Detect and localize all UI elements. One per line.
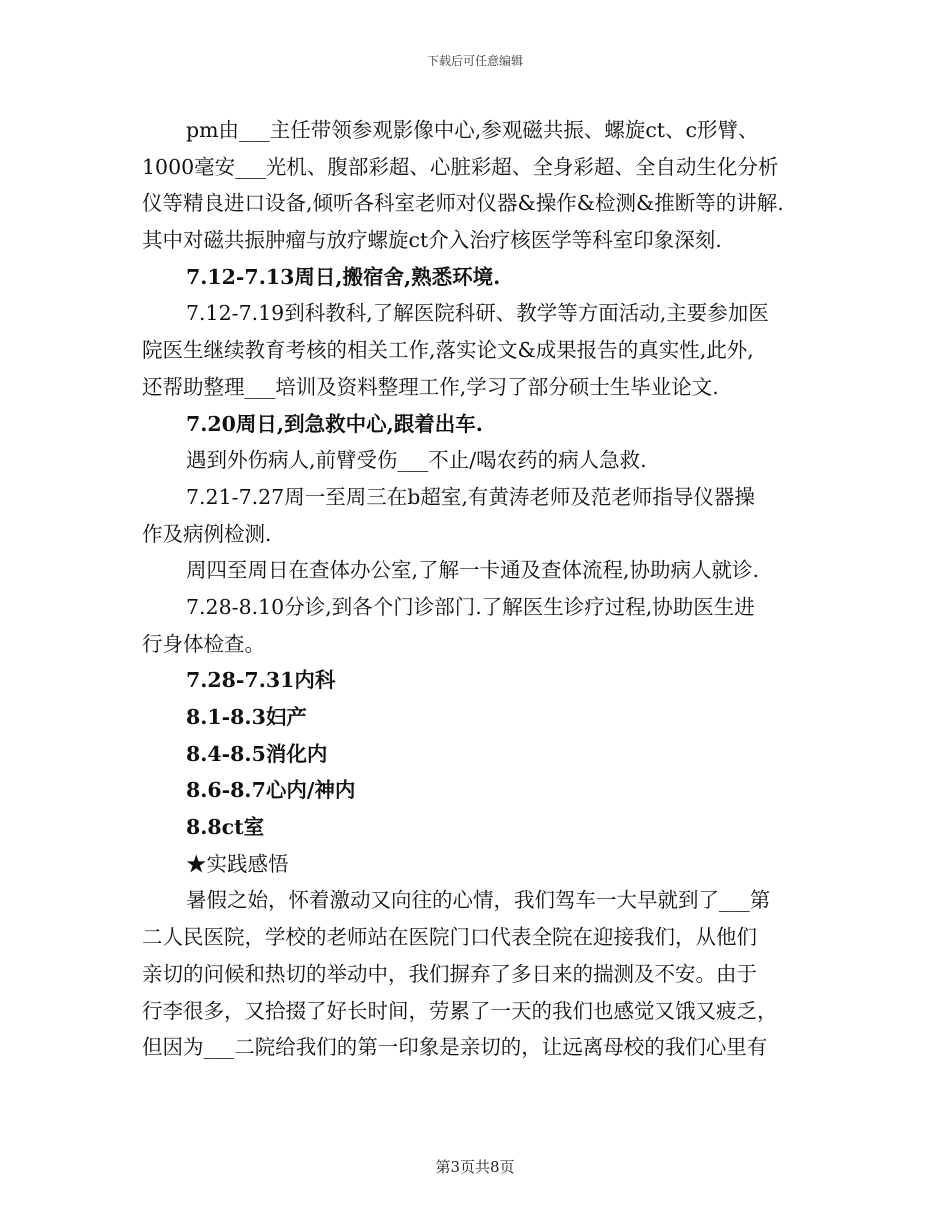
text-line: 周四至周日在查体办公室,了解一卡通及查体流程,协助病人就诊. — [186, 558, 760, 583]
page-header: 下载后可任意编辑 — [426, 54, 523, 68]
text-line: 8.4-8.5消化内 — [186, 741, 328, 766]
text-line: 7.21-7.27周一至周三在b超室,有黄涛老师及范老师指导仪器操 — [186, 484, 755, 509]
text-line: 7.12-7.19到科教科,了解医院科研、教学等方面活动,主要参加医 — [186, 301, 769, 326]
text-line: 但因为___二院给我们的第一印象是亲切的，让远离母校的我们心里有 — [142, 1035, 768, 1060]
text-line: 7.20周日,到急救中心,跟着出车. — [186, 411, 483, 436]
text-line: 院医生继续教育考核的相关工作,落实论文&成果报告的真实性,此外, — [142, 338, 754, 363]
text-line: 暑假之始，怀着激动又向往的心情，我们驾车一大早就到了___第 — [186, 888, 771, 913]
text-line: 8.6-8.7心内/神内 — [186, 778, 356, 803]
text-line: 亲切的问候和热切的举动中，我们摒弃了多日来的揣测及不安。由于 — [142, 961, 757, 986]
text-line: 还帮助整理___培训及资料整理工作,学习了部分硕士生毕业论文. — [142, 374, 719, 399]
text-line: 7.28-8.10分诊,到各个门诊部门.了解医生诊疗过程,协助医生进 — [186, 594, 755, 619]
text-line: 二人民医院，学校的老师站在医院门口代表全院在迎接我们，从他们 — [142, 925, 757, 950]
text-line: 作及病例检测. — [142, 521, 272, 546]
text-line: 7.28-7.31内科 — [186, 668, 336, 693]
text-line: 行身体检查。 — [142, 631, 265, 656]
text-line: 1000毫安___光机、腹部彩超、心脏彩超、全身彩超、全自动生化分析 — [142, 154, 779, 179]
text-line: 8.1-8.3妇产 — [186, 705, 307, 729]
text-line: ★实践感悟 — [186, 851, 289, 876]
page-footer: 第3页共8页 — [435, 1158, 515, 1176]
text-line: pm由___主任带领参观影像中心,参观磁共振、螺旋ct、c形臂、 — [186, 118, 759, 142]
text-line: 8.8ct室 — [186, 815, 265, 840]
text-line: 遇到外伤病人,前臂受伤___不止/喝农药的病人急救. — [186, 448, 647, 473]
text-line: 7.12-7.13周日,搬宿舍,熟悉环境. — [186, 264, 501, 289]
text-line: 行李很多，又拾掇了好长时间，劳累了一天的我们也感觉又饿又疲乏， — [142, 998, 778, 1023]
text-line: 仪等精良进口设备,倾听各科室老师对仪器&操作&检测&推断等的讲解. — [142, 191, 784, 216]
text-line: 其中对磁共振肿瘤与放疗螺旋ct介入治疗核医学等科室印象深刻. — [142, 228, 722, 253]
document-body — [142, 112, 810, 1066]
